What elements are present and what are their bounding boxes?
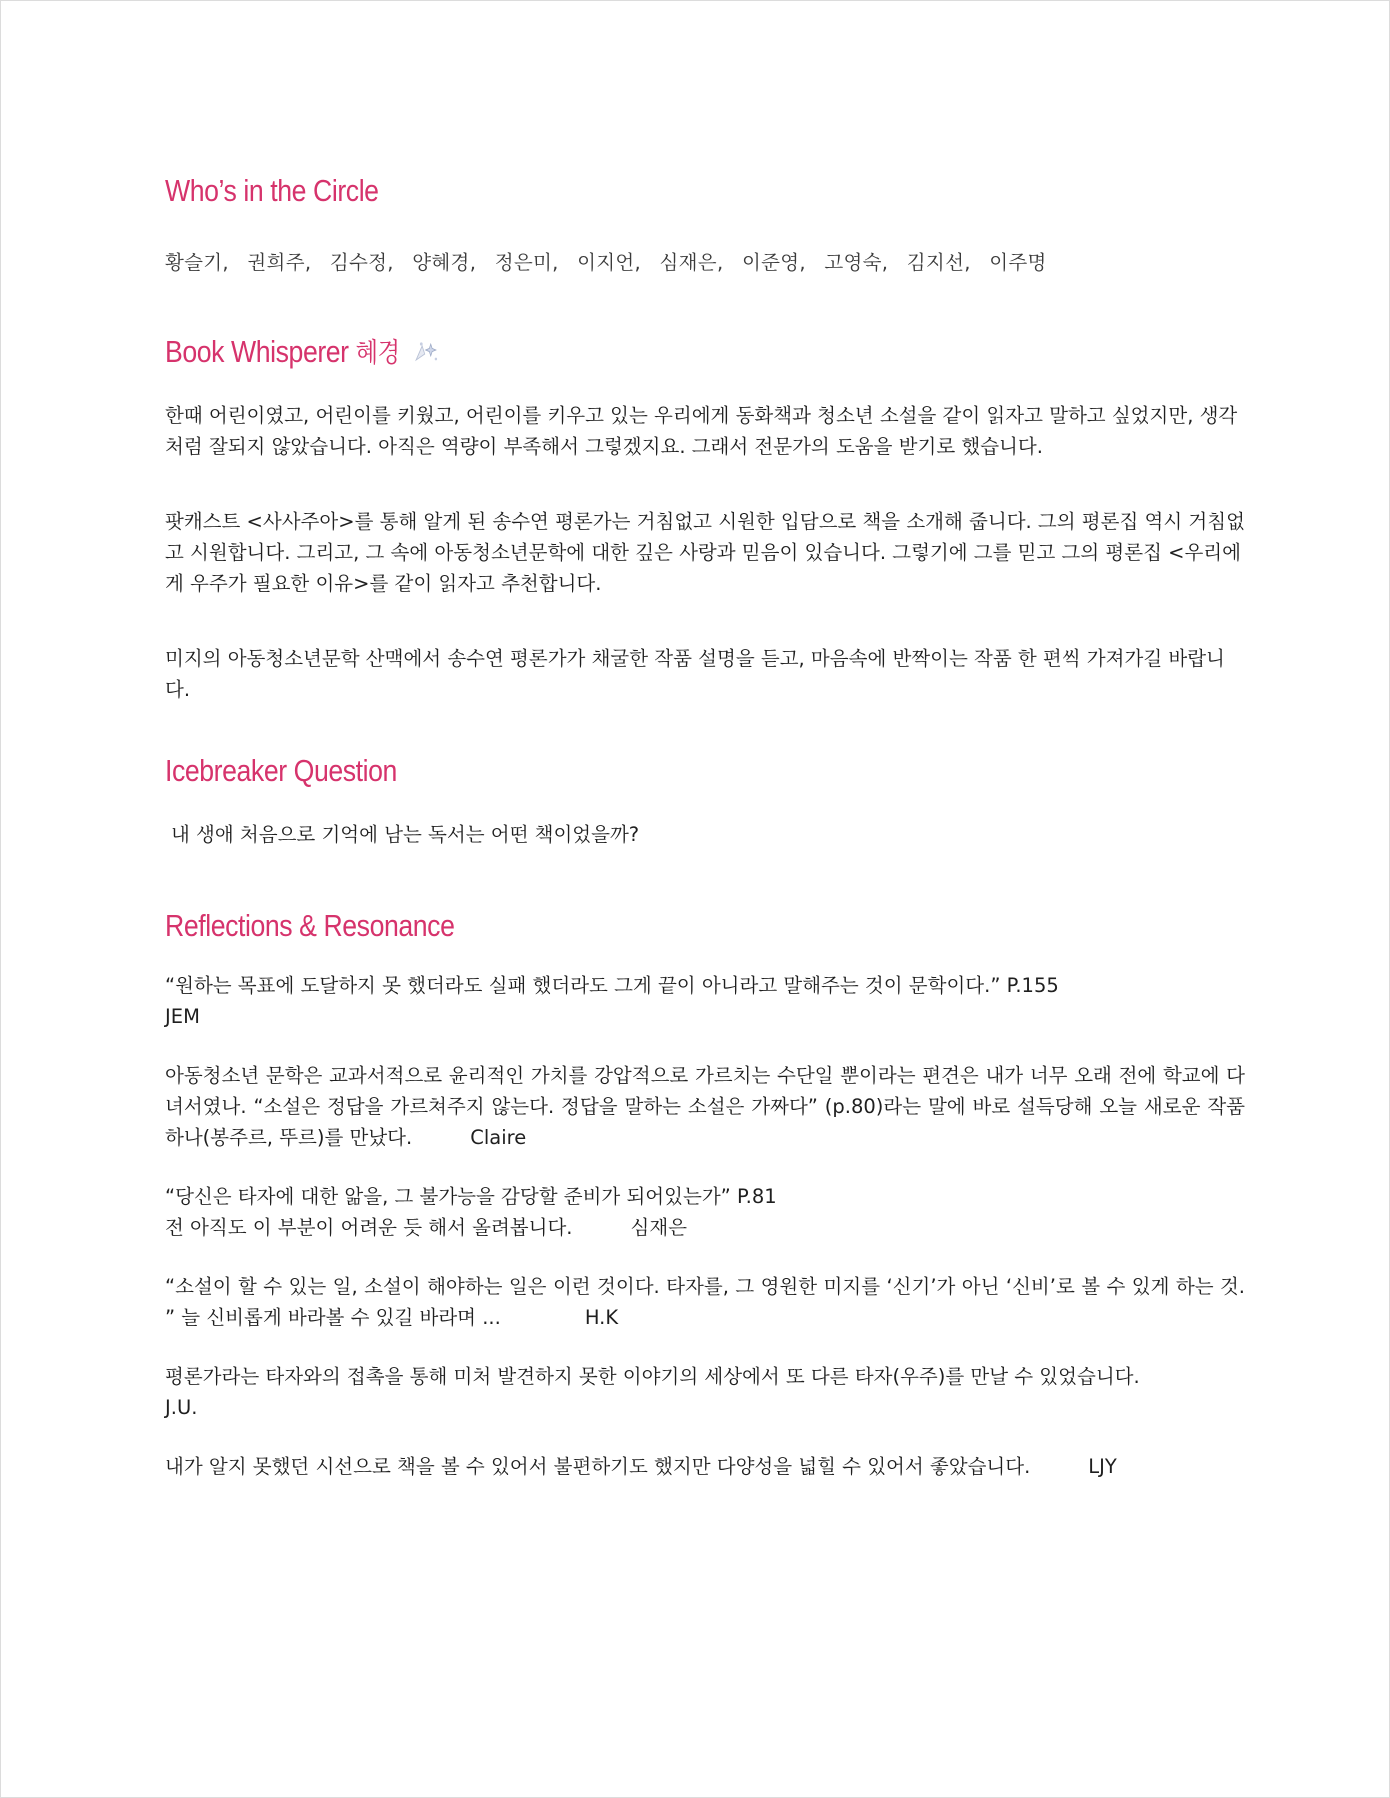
reflection-entry [165, 1181, 1245, 1243]
member-name: 황슬기 [165, 251, 223, 274]
member-name: 심재은 [659, 251, 717, 274]
member-name: 정은미 [494, 251, 553, 274]
reflection-author: H.K [584, 1306, 619, 1329]
heading-book-whisperer-en: Book Whisperer [165, 334, 349, 369]
reflection-entry [165, 970, 1245, 1032]
member-name: 이준영 [741, 251, 800, 274]
reflection-text: 내가 알지 못했던 시선으로 책을 볼 수 있어서 불편하기도 했지만 다양성을 넓힐 수 있어서 좋았습니다. LJY [165, 1451, 1245, 1482]
member-name: 양혜경 [412, 251, 470, 274]
reflection-text: 평론가라는 타자와의 접촉을 통해 미처 발견하지 못한 이야기의 세상에서 또 다른 타자(우주)를 만날 수 있었습니다. [165, 1365, 1140, 1388]
reflection-text: 전 아직도 이 부분이 어려운 듯 해서 올려봅니다. 심재은 [165, 1212, 1245, 1243]
heading-reflections: Reflections & Resonance [165, 908, 455, 943]
member-name: 권희주 [247, 251, 305, 274]
reflection-author: JEM [165, 1005, 200, 1028]
document-content [165, 173, 1245, 1482]
member-name: 김수정 [329, 251, 388, 274]
member-list: 황슬기, 권희주, 김수정, 양혜경, 정은미, 이지언, 심재은, 이준영, 고영숙, 김지선, 이주명 [165, 251, 1047, 274]
heading-circle: Who’s in the Circle [165, 173, 379, 208]
member-name: 이주명 [989, 251, 1047, 274]
reflection-entry [165, 1361, 1245, 1423]
reflection-text: 아동청소년 문학은 교과서적으로 윤리적인 가치를 강압적으로 가르치는 수단일 뿐이라는 편견은 내가 너무 오래 전에 학교에 다녀서였나. “소설은 정답을 가르쳐주지 않는다. 정답을 말하는 소설은 가짜다” (p.80)라는 말에 바로 설득당해 오늘 새로운 작품 하나(봉주르, 뚜르)를 만났다. Claire [165, 1060, 1245, 1153]
reflection-entry [165, 1060, 1245, 1153]
intro-paragraph: 팟캐스트 <사사주아>를 통해 알게 된 송수연 평론가는 거침없고 시원한 입담으로 책을 소개해 줍니다. 그의 평론집 역시 거침없고 시원합니다. 그리고, 그 속에 아동청소년문학에 대한 깊은 사랑과 믿음이 있습니다. 그렇기에 그를 믿고 그의 평론집 <우리에게 우주가 필요한 이유>를 같이 읽자고 추천합니다. [165, 510, 1245, 595]
heading-book-whisperer-ko: 혜경 [355, 338, 400, 369]
member-name: 고영숙 [824, 251, 882, 274]
intro-paragraph: 미지의 아동청소년문학 산맥에서 송수연 평론가가 채굴한 작품 설명을 듣고, 마음속에 반짝이는 작품 한 편씩 가져가길 바랍니다. [165, 647, 1225, 701]
member-name: 이지언 [577, 251, 635, 274]
reflection-author: LJY [1088, 1455, 1117, 1478]
reflection-quote: “원하는 목표에 도달하지 못 했더라도 실패 했더라도 그게 끝이 아니라고 말해주는 것이 문학이다.” P.155 [165, 974, 1059, 997]
reflection-quote: “당신은 타자에 대한 앎을, 그 불가능을 감당할 준비가 되어있는가” P.81 [165, 1185, 777, 1208]
member-name: 김지선 [906, 251, 965, 274]
reflection-author: Claire [470, 1126, 527, 1149]
reflection-author: J.U. [165, 1396, 198, 1419]
heading-book-whisperer [165, 331, 1094, 370]
reflection-entry [165, 1451, 1245, 1482]
sparkle-stars-icon [413, 336, 439, 360]
reflection-text: “소설이 할 수 있는 일, 소설이 해야하는 일은 이런 것이다. 타자를, 그 영원한 미지를 ‘신기’가 아닌 ‘신비’로 볼 수 있게 하는 것. ” 늘 신비롭게 바라볼 수 있길 바라며 ... H.K [165, 1271, 1245, 1333]
heading-icebreaker: Icebreaker Question [165, 753, 397, 788]
icebreaker-question: 내 생애 처음으로 기억에 남는 독서는 어떤 책이었을까? [171, 823, 640, 846]
intro-paragraph: 한때 어린이였고, 어린이를 키웠고, 어린이를 키우고 있는 우리에게 동화책과 청소년 소설을 같이 읽자고 말하고 싶었지만, 생각처럼 잘되지 않았습니다. 아직은 역량이 부족해서 그렇겠지요. 그래서 전문가의 도움을 받기로 했습니다. [165, 404, 1238, 458]
reflection-entry [165, 1271, 1245, 1333]
reflection-author: 심재은 [630, 1216, 688, 1239]
